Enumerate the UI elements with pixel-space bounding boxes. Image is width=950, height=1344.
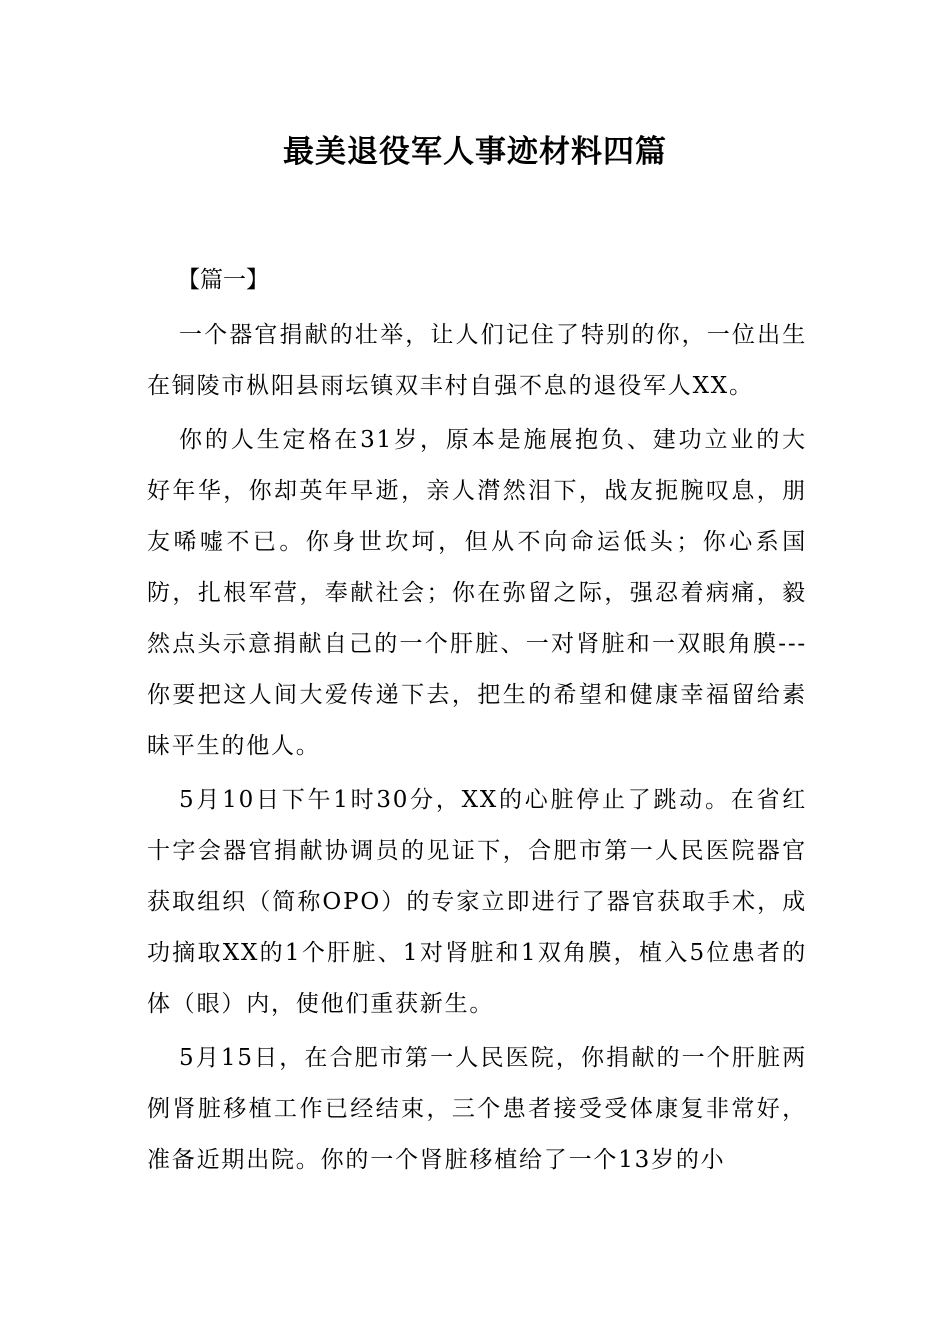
document-body xyxy=(147,255,807,1189)
section-label: 【篇一】 xyxy=(177,267,269,293)
paragraph-1: 一个器官捐献的壮举，让人们记住了特别的你，一位出生在铜陵市枞阳县雨坛镇双丰村自强不息的退役军人XX。 xyxy=(147,322,807,399)
paragraph-2: 你的人生定格在31岁，原本是施展抱负、建功立业的大好年华，你却英年早逝，亲人潸然泪下，战友扼腕叹息，朋友唏嘘不已。你身世坎坷，但从不向命运低头；你心系国防，扎根军营，奉献社会；你在弥留之际，强忍着病痛，毅然点头示意捐献自己的一个肝脏、一对肾脏和一双眼角膜---你要把这人间大爱传递下去，把生的希望和健康幸福留给素昧平生的他人。 xyxy=(147,427,807,759)
document-title: 最美退役军人事迹材料四篇 xyxy=(283,134,667,170)
paragraph-4: 5月15日，在合肥市第一人民医院，你捐献的一个肝脏两例肾脏移植工作已经结束，三个患者接受受体康复非常好，准备近期出院。你的一个肾脏移植给了一个13岁的小 xyxy=(147,1045,807,1173)
paragraph-3: 5月10日下午1时30分，XX的心脏停止了跳动。在省红十字会器官捐献协调员的见证下，合肥市第一人民医院器官获取组织（简称OPO）的专家立即进行了器官获取手术，成功摘取XX的1个肝脏、1对肾脏和1双角膜，植入5位患者的体（眼）内，使他们重获新生。 xyxy=(147,787,807,1017)
